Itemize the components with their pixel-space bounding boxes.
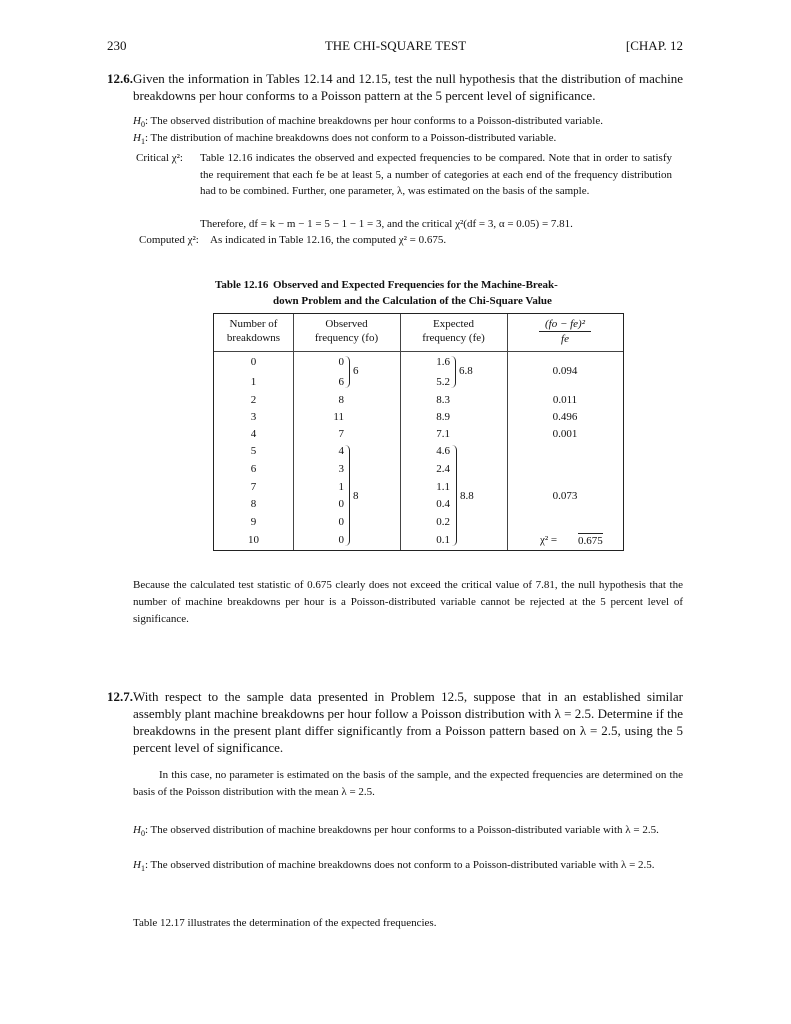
critical-label: Critical χ²: <box>136 152 183 164</box>
expected-cell: 0.4 <box>436 498 450 510</box>
note-text: In this case, no parameter is estimated on the basis of the sample, and the expected frequencies are determined on the basis of the Poisson distribution with the mean λ = 2.5. <box>133 769 683 798</box>
expected-cell: 8.3 <box>436 394 450 406</box>
table-title-line2: down Problem and the Calculation of the Chi-Square Value <box>273 295 552 307</box>
header-text: (fo − fe)² <box>544 318 586 330</box>
h1-sub: 1 <box>140 137 145 147</box>
h0-label: H <box>133 115 141 127</box>
expected-cell: 4.6 <box>436 445 450 457</box>
conclusion-text: Because the calculated test statistic of 0.675 clearly does not exceed the critical value of 7.81, the null hypothesis that the number of machine breakdowns per hour is a Poisson-distributed variable cannot be rejected at the 5 percent level of significance. <box>133 579 683 625</box>
h0-label: H <box>133 824 141 836</box>
running-title: THE CHI-SQUARE TEST <box>324 38 467 53</box>
critical-text: Table 12.16 indicates the observed and expected frequencies to be compared. Note that in order to satisfy the requirement that each fe be at least 5, a number of categories at each end of the frequency distribution had to be combined. Further, one parameter, λ, was estimated on the basis of the sample. <box>200 152 672 197</box>
header-chi-component <box>507 317 623 346</box>
header-expected <box>400 317 507 345</box>
expected-group-high: 8.8 <box>460 490 474 502</box>
table-label: Table 12.16 <box>215 279 269 291</box>
breakdowns-cell: 7 <box>250 481 257 493</box>
h0-text: : The observed distribution of machine breakdowns per hour conforms to a Poisson-distributed variable with λ = 2.5. <box>144 824 659 836</box>
expected-cell: 8.9 <box>436 411 450 423</box>
expected-cell: 2.4 <box>436 463 450 475</box>
observed-group-high: 8 <box>353 490 359 502</box>
h1-text: : The distribution of machine breakdowns does not conform to a Poisson-distributed variable. <box>144 132 557 144</box>
observed-cell: 6 <box>338 376 344 388</box>
header-text: fe <box>539 331 591 346</box>
header-text: breakdowns <box>226 332 281 344</box>
chi-component-cell: 0.073 <box>552 490 578 502</box>
chi-total-label: χ² = <box>540 534 558 546</box>
observed-cell: 1 <box>338 481 344 493</box>
header-text: Expected <box>433 318 474 330</box>
problem-number: 12.6. <box>107 71 133 86</box>
alternative-hypothesis <box>133 857 683 877</box>
problem-number: 12.7. <box>107 689 133 704</box>
observed-group-low: 6 <box>353 365 359 377</box>
observed-cell: 0 <box>338 516 344 528</box>
breakdowns-cell: 5 <box>250 445 257 457</box>
observed-cell: 8 <box>338 394 344 406</box>
expected-group-low: 6.8 <box>459 365 473 377</box>
alternative-hypothesis <box>133 130 683 150</box>
breakdowns-cell: 2 <box>250 394 257 406</box>
brace-icon <box>452 445 457 546</box>
chi-component-cell: 0.094 <box>552 365 578 377</box>
closing-text: Table 12.17 illustrates the determination of the expected frequencies. <box>133 917 437 929</box>
expected-cell: 1.6 <box>436 356 450 368</box>
h1-sub: 1 <box>140 864 145 874</box>
observed-cell: 4 <box>338 445 344 457</box>
header-observed <box>293 317 400 345</box>
h1-label: H <box>133 132 141 144</box>
breakdowns-cell: 0 <box>250 356 257 368</box>
breakdowns-cell: 4 <box>250 428 257 440</box>
problem-text: Given the information in Tables 12.14 and 12.15, test the null hypothesis that the distribution of machine breakdowns per hour conforms to a Poisson pattern at the 5 percent level of significance. <box>133 71 683 103</box>
observed-cell: 0 <box>338 534 344 546</box>
header-text: Observed <box>325 318 368 330</box>
column-divider <box>293 314 294 550</box>
expected-cell: 5.2 <box>436 376 450 388</box>
breakdowns-cell: 9 <box>250 516 257 528</box>
chi-total-value: 0.675 <box>578 535 603 547</box>
breakdowns-cell: 10 <box>248 534 259 546</box>
table-title-line1: Observed and Expected Frequencies for the Machine-Break- <box>273 279 558 291</box>
computed-text: As indicated in Table 12.16, the computed χ² = 0.675. <box>210 234 447 246</box>
header-text: Number of <box>229 318 278 330</box>
header-text: frequency (fe) <box>422 332 485 344</box>
h0-sub: 0 <box>140 829 145 839</box>
computed-label: Computed χ²: <box>139 234 199 246</box>
page-number: 230 <box>107 38 127 53</box>
breakdowns-cell: 6 <box>250 463 257 475</box>
observed-cell: 11 <box>333 411 344 423</box>
observed-cell: 0 <box>338 498 344 510</box>
problem-text: With respect to the sample data presented in Problem 12.5, suppose that in an established similar assembly plant machine breakdowns per hour follow a Poisson distribution with λ = 2.5. Determine if the breakdowns in the present plant differ significantly from a Poisson pattern based on λ = 2.5, using the 5 percent level of significance. <box>133 689 683 755</box>
expected-cell: 1.1 <box>436 481 450 493</box>
observed-cell: 7 <box>338 428 344 440</box>
breakdowns-cell: 8 <box>250 498 257 510</box>
observed-cell: 3 <box>338 463 344 475</box>
null-hypothesis <box>133 822 683 842</box>
brace-icon <box>451 356 456 388</box>
column-divider <box>400 314 401 550</box>
h0-sub: 0 <box>140 120 145 130</box>
breakdowns-cell: 3 <box>250 411 257 423</box>
expected-cell: 0.2 <box>436 516 450 528</box>
frequency-table <box>213 313 624 551</box>
header-text: frequency (fo) <box>314 332 379 344</box>
chi-component-cell: 0.496 <box>552 411 578 423</box>
chapter-label: [CHAP. 12 <box>625 38 683 53</box>
header-divider <box>214 351 623 352</box>
brace-icon <box>345 445 350 546</box>
critical-therefore: Therefore, df = k − m − 1 = 5 − 1 − 1 = 3, and the critical χ²(df = 3, α = 0.05) = 7.81. <box>200 218 573 230</box>
observed-cell: 0 <box>338 356 344 368</box>
breakdowns-cell: 1 <box>250 376 257 388</box>
h0-text: : The observed distribution of machine breakdowns per hour conforms to a Poisson-distributed variable. <box>144 115 603 127</box>
h1-text: : The observed distribution of machine breakdowns does not conform to a Poisson-distributed variable with λ = 2.5. <box>144 859 655 871</box>
h1-label: H <box>133 859 141 871</box>
header-breakdowns <box>214 317 293 345</box>
chi-component-cell: 0.011 <box>552 394 578 406</box>
brace-icon <box>345 356 350 388</box>
expected-cell: 0.1 <box>436 534 450 546</box>
expected-cell: 7.1 <box>436 428 450 440</box>
chi-component-cell: 0.001 <box>552 428 578 440</box>
